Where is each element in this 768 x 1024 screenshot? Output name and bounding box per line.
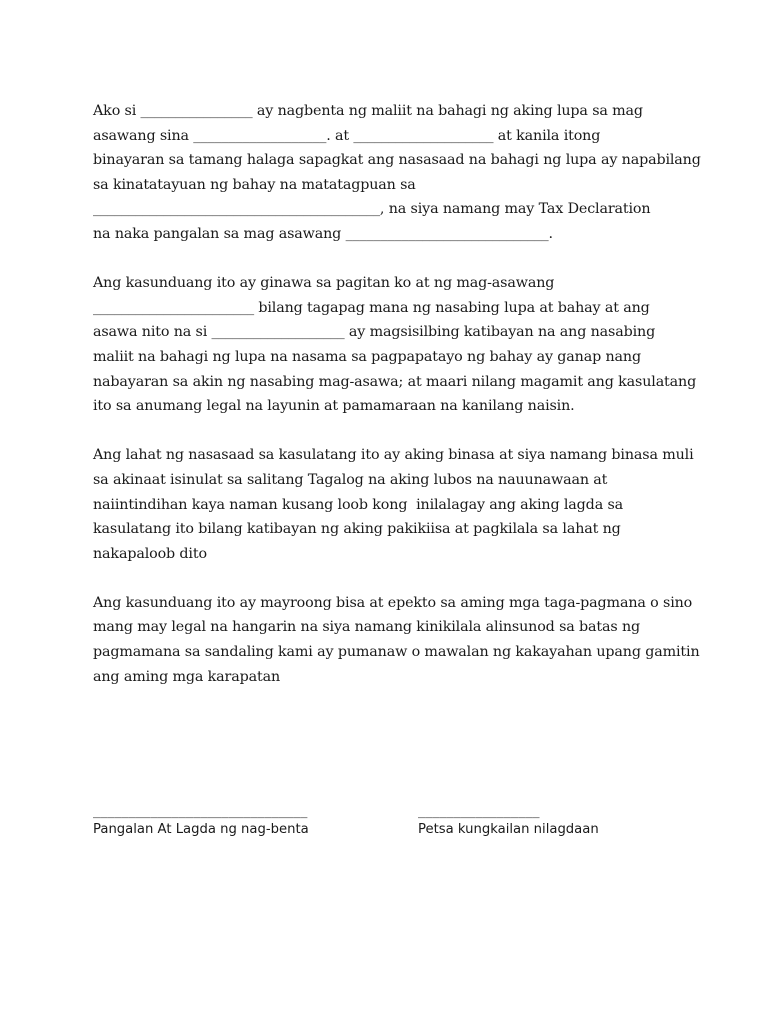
seller-signature-label: Pangalan At Lagda ng nag-benta (93, 822, 309, 837)
date-signed-block (418, 802, 599, 837)
text-line: kasulatang ito bilang katibayan ng aking pakikiisa at pagkilala sa lahat ng (93, 521, 621, 538)
text-line: ang aming mga karapatan (93, 668, 281, 685)
text-line: Ako si ________________ ay nagbenta ng maliit na bahagi ng aking lupa sa mag (93, 103, 643, 119)
text-line: na naka pangalan sa mag asawang _____________________________. (93, 225, 553, 242)
paragraph-acknowledgement (93, 443, 694, 566)
text-line: _______________________ bilang tagapag mana ng nasabing lupa at bahay at ang (93, 299, 650, 316)
text-line: Ang kasunduang ito ay ginawa sa pagitan ko at ng mag-asawang (93, 275, 555, 292)
seller-signature-block (93, 802, 309, 837)
document-body (93, 99, 701, 714)
text-line: naiintindihan kaya naman kusang loob kong inilalagay ang aking lagda sa (93, 496, 624, 513)
paragraph-agreement-parties (93, 271, 697, 419)
text-line: maliit na bahagi ng lupa na nasama sa pagpapatayo ng bahay ay ganap nang (93, 348, 641, 365)
text-line: Ang kasunduang ito ay mayroong bisa at epekto sa aming mga taga-pagmana o sino (93, 594, 693, 611)
text-line: sa kinatatayuan ng bahay na matatagpuan sa (93, 176, 416, 193)
paragraph-validity (93, 591, 700, 689)
date-signed-label: Petsa kungkailan nilagdaan (418, 822, 599, 837)
text-line: nakapaloob dito (93, 545, 207, 562)
text-line: asawang sina ___________________. at ____________________ at kanila itong (93, 127, 601, 144)
seller-signature-line: ______________________________ (93, 803, 308, 819)
text-line: nabayaran sa akin ng nasabing mag-asawa; at maari nilang magamit ang kasulatang (93, 373, 697, 390)
paragraph-sale-declaration (93, 99, 701, 247)
text-line: binayaran sa tamang halaga sapagkat ang nasasaad na bahagi ng lupa ay napabilang (93, 152, 701, 169)
text-line: mang may legal na hangarin na siya namang kinikilala alinsunod sa batas ng (93, 619, 641, 636)
text-line: ito sa anumang legal na layunin at pamamaraan na kanilang naisin. (93, 398, 575, 415)
text-line: sa akinaat isinulat sa salitang Tagalog na aking lubos na nauunawaan at (93, 471, 608, 488)
date-signed-line: _________________ (418, 803, 540, 819)
text-line: Ang lahat ng nasasaad sa kasulatang ito ay aking binasa at siya namang binasa muli (93, 447, 694, 464)
text-line: pagmamana sa sandaling kami ay pumanaw o mawalan ng kakayahan upang gamitin (93, 644, 700, 661)
text-line: asawa nito na si ___________________ ay magsisilbing katibayan na ang nasabing (93, 324, 656, 341)
text-line: _________________________________________, na siya namang may Tax Declaration (93, 201, 651, 218)
